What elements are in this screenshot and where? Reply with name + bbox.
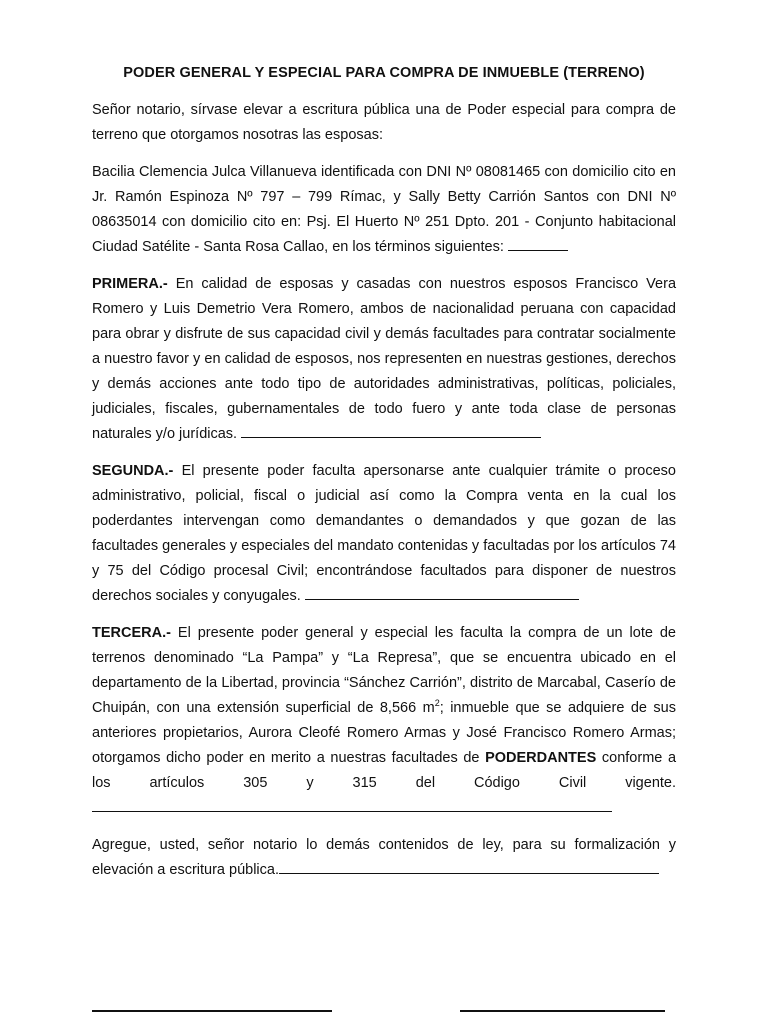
superscript: 2 <box>434 698 440 709</box>
fill-line <box>241 436 541 438</box>
fill-line <box>92 810 612 812</box>
parties-paragraph <box>92 160 676 260</box>
clause-tercera-label: TERCERA.- <box>92 625 171 641</box>
document-title: PODER GENERAL Y ESPECIAL PARA COMPRA DE INMUEBLE (TERRENO) <box>123 65 645 81</box>
clause-segunda <box>92 459 676 609</box>
clause-primera-label: PRIMERA.- <box>92 276 168 292</box>
document-page <box>92 62 676 895</box>
fill-line <box>279 872 659 874</box>
clause-primera <box>92 272 676 447</box>
fill-line <box>508 249 568 251</box>
signature-line-left <box>92 1010 332 1012</box>
clause-segunda-label: SEGUNDA.- <box>92 463 174 479</box>
clause-primera-text: En calidad de esposas y casadas con nuestros esposos Francisco Vera Romero y Luis Demetrio Vera Romero, ambos de nacionalidad peruana con capacidad para obrar y disfrute de sus capacidad civil y demás facultades para contratar socialmente a nuestro favor y en calidad de esposos, nos representen en nuestras gestiones, derechos y demás acciones ante todo tipo de autoridades administrativas, políticas, policiales, judiciales, fiscales, gubernamentales de todo fuero y ante toda clase de personas naturales y/o jurídicas. <box>92 276 677 442</box>
clause-tercera-text-2: ; inmueble que se adquiere de sus anteriores propietarios, Aurora Cleofé Romero Armas y José Francisco Romero Armas; otorgamos dicho poder en merito a nuestras facultades de <box>92 700 676 766</box>
closing-text: Agregue, usted, señor notario lo demás contenidos de ley, para su formalización y elevación a escritura pública. <box>92 837 676 878</box>
poderdantes-bold: PODERDANTES <box>485 750 597 766</box>
clause-tercera-text: El presente poder general y especial les faculta la compra de un lote de terrenos denominado “La Pampa” y “La Represa”, que se encuentra ubicado en el departamento de la Libertad, provincia “Sánchez Carrión”, distrito de Marcabal, Caserío de Chuipán, con una extensión superficial de 8,566 m <box>92 625 677 716</box>
closing-paragraph <box>92 833 676 883</box>
clause-tercera-text-3: conforme a los artículos 305 y 315 del Código Civil vigente. <box>92 750 677 791</box>
clause-segunda-text: El presente poder faculta apersonarse ante cualquier trámite o proceso administrativo, policial, fiscal o judicial así como la Compra venta en la cual los poderdantes intervengan como demandantes o demandados y que gozan de las facultades generales y especiales del mandato contenidas y facultadas por los artículos 74 y 75 del Código procesal Civil; encontrándose facultados para disponer de nuestros derechos sociales y conyugales. <box>92 463 676 604</box>
fill-line <box>305 598 579 600</box>
clause-tercera <box>92 621 676 821</box>
intro-paragraph: Señor notario, sírvase elevar a escritura pública una de Poder especial para compra de terreno que otorgamos nosotras las esposas: <box>92 102 676 143</box>
signature-area <box>92 1010 666 1014</box>
signature-line-right <box>460 1010 665 1012</box>
parties-text: Bacilia Clemencia Julca Villanueva identificada con DNI Nº 08081465 con domicilio cito en Jr. Ramón Espinoza Nº 797 – 799 Rímac, y Sally Betty Carrión Santos con DNI Nº 08635014 con domicilio cito en: Psj. El Huerto Nº 251 Dpto. 201 - Conjunto habitacional Ciudad Satélite - Santa Rosa Callao, en los términos siguientes: <box>92 164 676 255</box>
